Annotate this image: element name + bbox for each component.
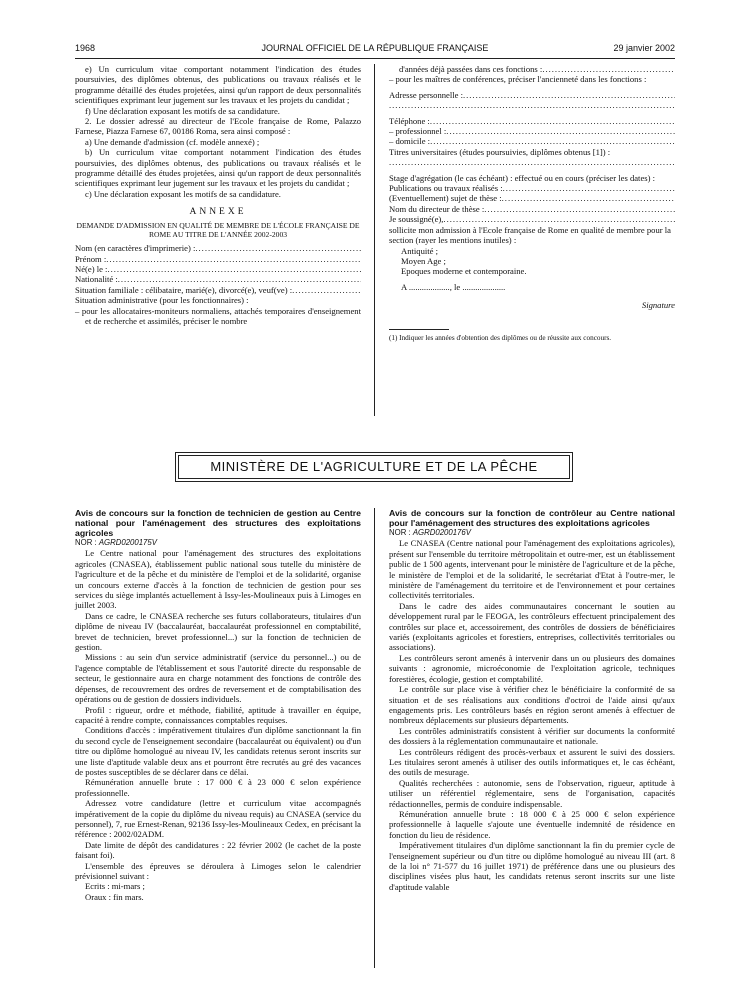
paragraph: a) Une demande d'admission (cf. modèle annexé) ; — [85, 136, 260, 147]
paragraph: Rémunération annuelle brute : 17 000 € à 23 000 € selon expérience professionnelle. — [75, 777, 361, 798]
section-option: Antiquité ; — [401, 245, 438, 256]
annexe-title: ANNEXE — [189, 207, 247, 218]
paragraph: Dans le cadre des aides communautaires concernant le soutien au développement rural par le FEOGA, les contrôleurs effectuent principalement des contrôles sur place et, accessoirement, des contrôles de dossiers de bénéficiaires variés (exploitants agricoles et forestiers, entreprises, collectivités territoriales ou associations). — [389, 600, 675, 653]
form-field-directeur: Nom du directeur de thèse : ..... — [389, 204, 675, 214]
paragraph: Missions : au sein d'un service administratif (service du personnel...) ou de l'agence comptable de l'établissement et sous l'autorité directe du responsable de secteur, le gestionnaire aura en charge notamment des fonctions de contrôle des dépenses, de recouvrement des ordres de reversement et de comptabilisation des opérations ou de gestion de dossiers individuels. — [75, 652, 361, 705]
paragraph: Dans ce cadre, le CNASEA recherche ses futurs collaborateurs, titulaires d'un diplôme de niveau IV (baccalauréat, baccalauréat professionnel en comptabilité, brevet de technicien, brevet professionnel...) sur la fonction de technicien de gestion. — [75, 610, 361, 653]
paragraph: b) Un curriculum vitae comportant notamment l'indication des études poursuivies, des diplômes obtenus, des publications ou travaux réalisés et le programme détaillé des études projetées, ainsi qu'un rapport de deux personnalités scientifiques exprimant leur jugement sur les travaux et les projets du candidat ; — [75, 147, 361, 189]
paragraph: f) Une déclaration exposant les motifs de sa candidature. — [85, 105, 280, 116]
nor-reference: NOR : AGRD0200175V — [75, 538, 157, 547]
section-option: Moyen Age ; — [401, 255, 446, 266]
lieu-date-line: A ..................., le .................... — [401, 281, 506, 292]
paragraph: Le contrôle sur place vise à vérifier chez le bénéficiaire la conformité de sa situation et de ses réalisations aux conditions d'octroi de l'aide ainsi qu'aux engagements pris. Les contrôleurs basés en région seront amenés à effectuer de nombreux déplacements sur plusieurs départements. — [389, 684, 675, 726]
paragraph: Oraux : fin mars. — [85, 891, 144, 902]
paragraph: Conditions d'accès : impérativement titulaires d'un diplôme sanctionnant la fin du second cycle de l'enseignement secondaire (baccalauréat ou équivalent) ou d'un titre ou diplôme homologué au niveau IV, les candidats retenus seront inscrits sur une liste d'aptitude valable deux ans et pourront être recrutés au gré des vacances de postes susceptibles de se déclarer dans ce délai. — [75, 725, 361, 777]
paragraph: Le Centre national pour l'aménagement des structures des exploitations agricoles (CNASEA), établissement public national sous tutelle du ministère de l'agriculture et de la pêche et du ministère de l'emploi et de la solidarité, organise un concours externe d'accès à la fonction de technicien de gestion pour ses services du siège implantés actuellement à Issy-les-Moulineaux puis à Limoges en juillet 2003. — [75, 548, 361, 611]
paragraph: Impérativement titulaires d'un diplôme sanctionnant la fin du premier cycle de l'enseignement supérieur ou d'un titre ou diplôme homologué au niveau III (art. 8 de la loi n° 71-577 du 16 juillet 1971) de préférence dans une ou plusieurs des disciplines visées plus haut, les candidats retenus seront inscrits sur une liste d'aptitude valable — [389, 840, 675, 892]
ministry-heading: MINISTÈRE DE L'AGRICULTURE ET DE LA PÊCHE — [178, 455, 570, 479]
footnote: (1) Indiquer les années d'obtention des diplômes ou de réussite aux concours. — [389, 333, 612, 342]
form-field-titres-line — [389, 157, 675, 167]
paragraph: L'ensemble des épreuves se déroulera à Limoges selon le calendrier prévisionnel suivant : — [75, 860, 361, 881]
stage-text: Stage d'agrégation (le cas échéant) : effectué ou en cours (préciser les dates) : — [389, 172, 655, 183]
form-field-naissance: Né(e) le : ..... — [75, 264, 361, 274]
bottom-left-column — [75, 508, 361, 902]
column-divider — [374, 64, 375, 416]
titres-text: Titres universitaires (études poursuivies, diplômes obtenus [1]) : — [389, 146, 611, 157]
form-field-publications: Publications ou travaux réalisés : ..... — [389, 183, 675, 193]
form-field-professionnel: – professionnel : ..... — [389, 126, 675, 136]
paragraph: Rémunération annuelle brute : 18 000 € à 25 000 € selon expérience professionnelle à laquelle s'ajoute une éventuelle indemnité de résidence en fonction du lieu de résidence. — [389, 808, 675, 840]
notice-title: Avis de concours sur la fonction de technicien de gestion au Centre national pour l'aménagement des structures des exploitations agricoles — [75, 508, 361, 538]
form-field-nom: Nom (en caractères d'imprimerie) : ..... — [75, 243, 361, 253]
header-rule — [75, 58, 675, 59]
form-field-annees: d'années déjà passées dans ces fonctions : ..... — [389, 64, 675, 74]
form-field-soussigne: Je soussigné(e), ..... — [389, 214, 675, 224]
issue-date: 29 janvier 2002 — [613, 43, 675, 53]
form-field-prenom: Prénom : ..... — [75, 254, 361, 264]
journal-title: JOURNAL OFFICIEL DE LA RÉPUBLIQUE FRANÇAISE — [261, 43, 489, 53]
form-field-situation-familiale: Situation familiale : célibataire, marié(e), divorcé(e), veuf(ve) : ..... — [75, 285, 361, 295]
signature-label: Signature — [641, 300, 675, 311]
section-option: Epoques moderne et contemporaine. — [401, 266, 527, 277]
maitres-text: – pour les maîtres de conférences, préciser l'ancienneté dans les fonctions : — [389, 74, 647, 85]
form-field-adresse-line — [389, 100, 675, 110]
sollicite-text: sollicite mon admission à l'Ecole française de Rome en qualité de membre pour la section (rayer les mentions inutiles) : — [389, 224, 671, 246]
paragraph: Profil : rigueur, ordre et méthode, fiabilité, aptitude à travailler en équipe, capacité à rendre compte, connaissances comptables requises. — [75, 704, 361, 725]
paragraph: Les contrôleurs rédigent des procès-verbaux et assurent le suivi des dossiers. Les titulaires seront amenés à utiliser des outils informatiques et, le cas échéant, des outils de mesurage. — [389, 746, 675, 778]
demande-title: DEMANDE D'ADMISSION EN QUALITÉ DE MEMBRE DE L'ÉCOLE FRANÇAISE DE ROME AU TITRE DE L'ANNÉE 2002-2003 — [76, 220, 360, 239]
paragraph: Les contrôleurs seront amenés à intervenir dans un ou plusieurs des domaines suivants : agronomie, microéconomie de l'exploitation agricole, techniques forestières, écologie, gestion et comptabilité. — [389, 652, 675, 684]
notice-title: Avis de concours sur la fonction de contrôleur au Centre national pour l'aménagement des structures des exploitations agricoles — [389, 508, 675, 528]
footnote-rule — [389, 329, 449, 330]
form-field-telephone: Téléphone : ..... — [389, 116, 675, 126]
paragraph: Date limite de dépôt des candidatures : 22 février 2002 (le cachet de la poste faisant foi). — [75, 839, 361, 861]
form-field-adresse: Adresse personnelle : ..... — [389, 90, 675, 100]
bottom-right-column — [389, 508, 675, 892]
top-left-column — [75, 64, 361, 326]
situation-administrative: Situation administrative (pour les fonctionnaires) : — [75, 295, 249, 306]
paragraph: Ecrits : mi-mars ; — [85, 881, 145, 892]
form-field-sujet: (Eventuellement) sujet de thèse : ..... — [389, 193, 675, 203]
paragraph: Adressez votre candidature (lettre et curriculum vitae accompagnés impérativement de la copie du diplôme du niveau requis) au CNASEA (service du personnel), 7, rue Ernest-Renan, 92136 Issy-les-Moulineaux Cedex, en précisant la référence : 2002/02ADM. — [75, 798, 361, 840]
top-right-column — [389, 64, 675, 343]
form-field-nationalite: Nationalité : ..... — [75, 274, 361, 284]
paragraph: Le CNASEA (Centre national pour l'aménagement des exploitations agricoles), présent sur l'ensemble du territoire métropolitain et outre-mer, est un établissement public de 1 500 agents, intervenant pour le ministère de l'agriculture et de la pêche, le ministère de l'emploi et de la solidarité, le secrétariat d'Etat à l'outre-mer, le ministère de l'aménagement du territoire et de l'environnement et pour certaines collectivités territoriales. — [389, 538, 675, 601]
page-header — [75, 43, 675, 55]
column-divider — [374, 508, 375, 968]
paragraph: c) Une déclaration exposant les motifs de sa candidature. — [85, 188, 281, 199]
form-field-domicile: – domicile : ..... — [389, 136, 675, 146]
paragraph: e) Un curriculum vitae comportant notamment l'indication des études poursuivies, des diplômes obtenus, des publications ou travaux réalisés et le programme détaillé des études projetées, ainsi qu'un rapport de deux personnalités scientifiques exprimant leur jugement sur les travaux et les projets du candidat ; — [75, 64, 361, 106]
paragraph: Qualités recherchées : autonomie, sens de l'observation, rigueur, aptitude à utiliser un référentiel réglementaire, sens de l'organisation, capacités rédactionnelles, permis de conduire indispensable. — [389, 777, 675, 809]
paragraph: 2. Le dossier adressé au directeur de l'Ecole française de Rome, Palazzo Farnese, Piazza Farnese 67, 00186 Roma, sera ainsi composé : — [75, 116, 361, 137]
page-number: 1968 — [75, 43, 96, 53]
paragraph: Les contrôles administratifs consistent à vérifier sur documents la conformité des dossiers à la réglementation communautaire et nationale. — [389, 725, 675, 747]
allocataires-text: – pour les allocataires-moniteurs normaliens, attachés temporaires d'enseignement et de recherche et assimilés, préciser le nombre — [75, 305, 361, 326]
nor-reference: NOR : AGRD0200176V — [389, 528, 471, 537]
